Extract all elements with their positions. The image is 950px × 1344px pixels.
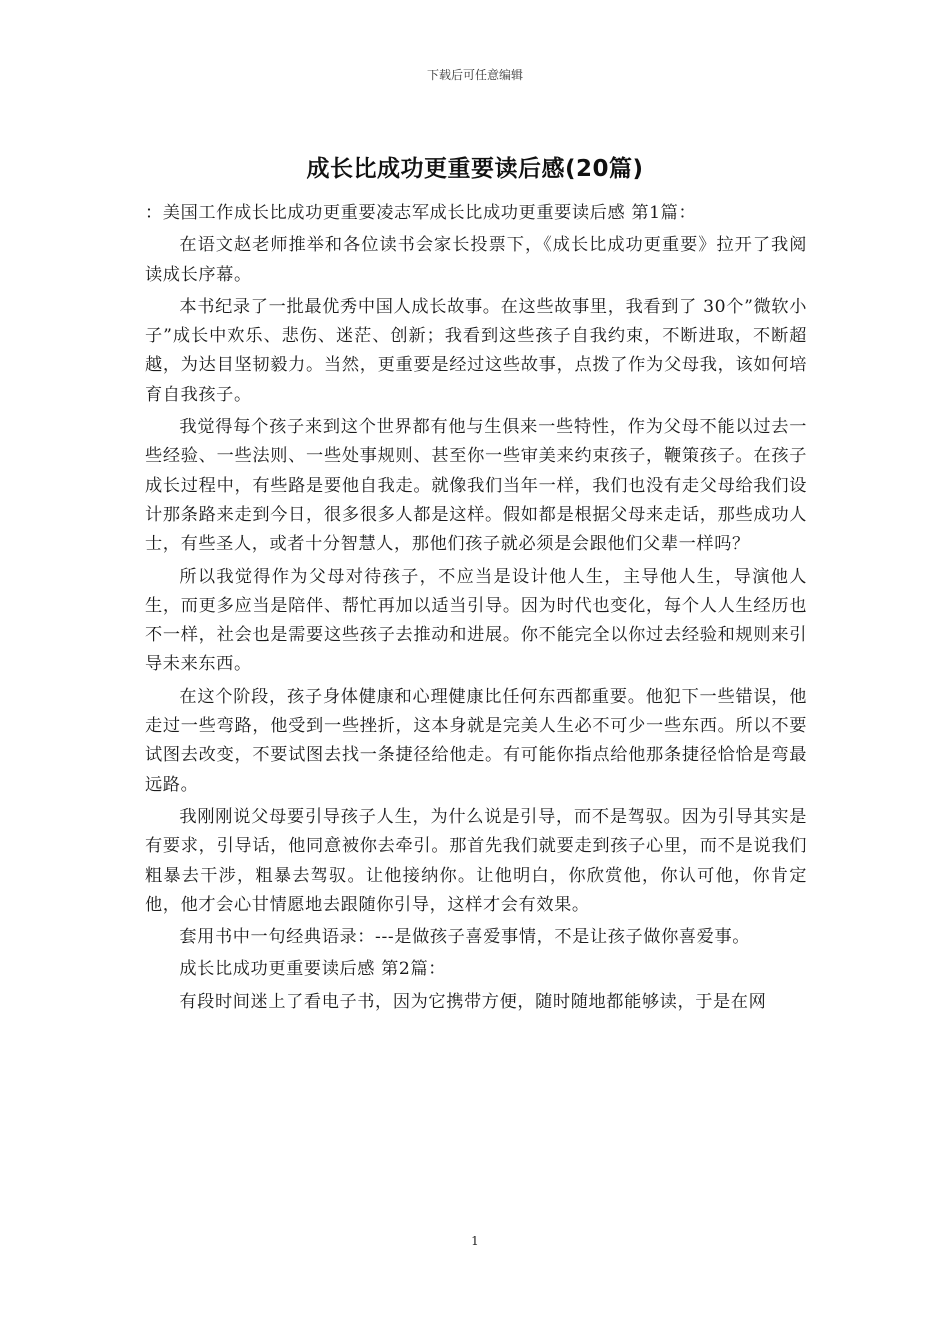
paragraph: 套用书中一句经典语录：---是做孩子喜爱事情，不是让孩子做你喜爱事。 [179,927,751,948]
paragraph: 在语文赵老师推举和各位读书会家长投票下，《成长比成功更重要》拉开了我阅读成长序幕。 [145,235,807,285]
paragraph: 我觉得每个孩子来到这个世界都有他与生俱来一些特性，作为父母不能以过去一些经验、一些法则、一些处事规则、甚至你一些审美来约束孩子，鞭策孩子。在孩子成长过程中，有些路是要他自我走。就像我们当年一样，我们也没有走父母给我们设计那条路来走到今日，很多很多人都是这样。假如都是根据父母来走话，那些成功人士，有些圣人，或者十分智慧人，那他们孩子就必须是会跟他们父辈一样吗？ [145,417,807,555]
paragraph: 本书纪录了一批最优秀中国人成长故事。在这些故事里，我看到了 30个”微软小子”成长中欢乐、悲伤、迷茫、创新；我看到这些孩子自我约束，不断进取，不断超越，为达目坚韧毅力。当然，更重要是经过这些故事，点拨了作为父母我，该如何培育自我孩子。 [145,296,807,405]
paragraph-intro: ：美国工作成长比成功更重要凌志军成长比成功更重要读后感 第1篇： [145,203,697,223]
paragraph: 在这个阶段，孩子身体健康和心理健康比任何东西都重要。他犯下一些错误，他走过一些弯路，他受到一些挫折，这本身就是完美人生必不可少一些东西。所以不要试图去改变，不要试图去找一条捷径给他走。有可能你指点给他那条捷径恰恰是弯最远路。 [145,686,807,795]
header-note: 下载后可任意编辑 [426,68,523,82]
document-title: 成长比成功更重要读后感(20篇) [306,156,644,182]
section-heading: 成长比成功更重要读后感 第2篇： [179,959,447,980]
page-number: 1 [471,1234,479,1248]
paragraph: 有段时间迷上了看电子书，因为它携带方便，随时随地都能够读，于是在网 [179,991,767,1012]
paragraph: 所以我觉得作为父母对待孩子，不应当是设计他人生，主导他人生，导演他人生，而更多应当是陪伴、帮忙再加以适当引导。因为时代也变化，每个人人生经历也不一样，社会也是需要这些孩子去推动和进展。你不能完全以你过去经验和规则来引导未来东西。 [145,566,807,675]
paragraph: 我刚刚说父母要引导孩子人生，为什么说是引导，而不是驾驭。因为引导其实是有要求，引导话，他同意被你去牵引。那首先我们就要走到孩子心里，而不是说我们粗暴去干涉，粗暴去驾驭。让他接纳你。让他明白，你欣赏他，你认可他，你肯定他，他才会心甘情愿地去跟随你引导，这样才会有效果。 [145,806,807,915]
document-body [145,199,807,1020]
